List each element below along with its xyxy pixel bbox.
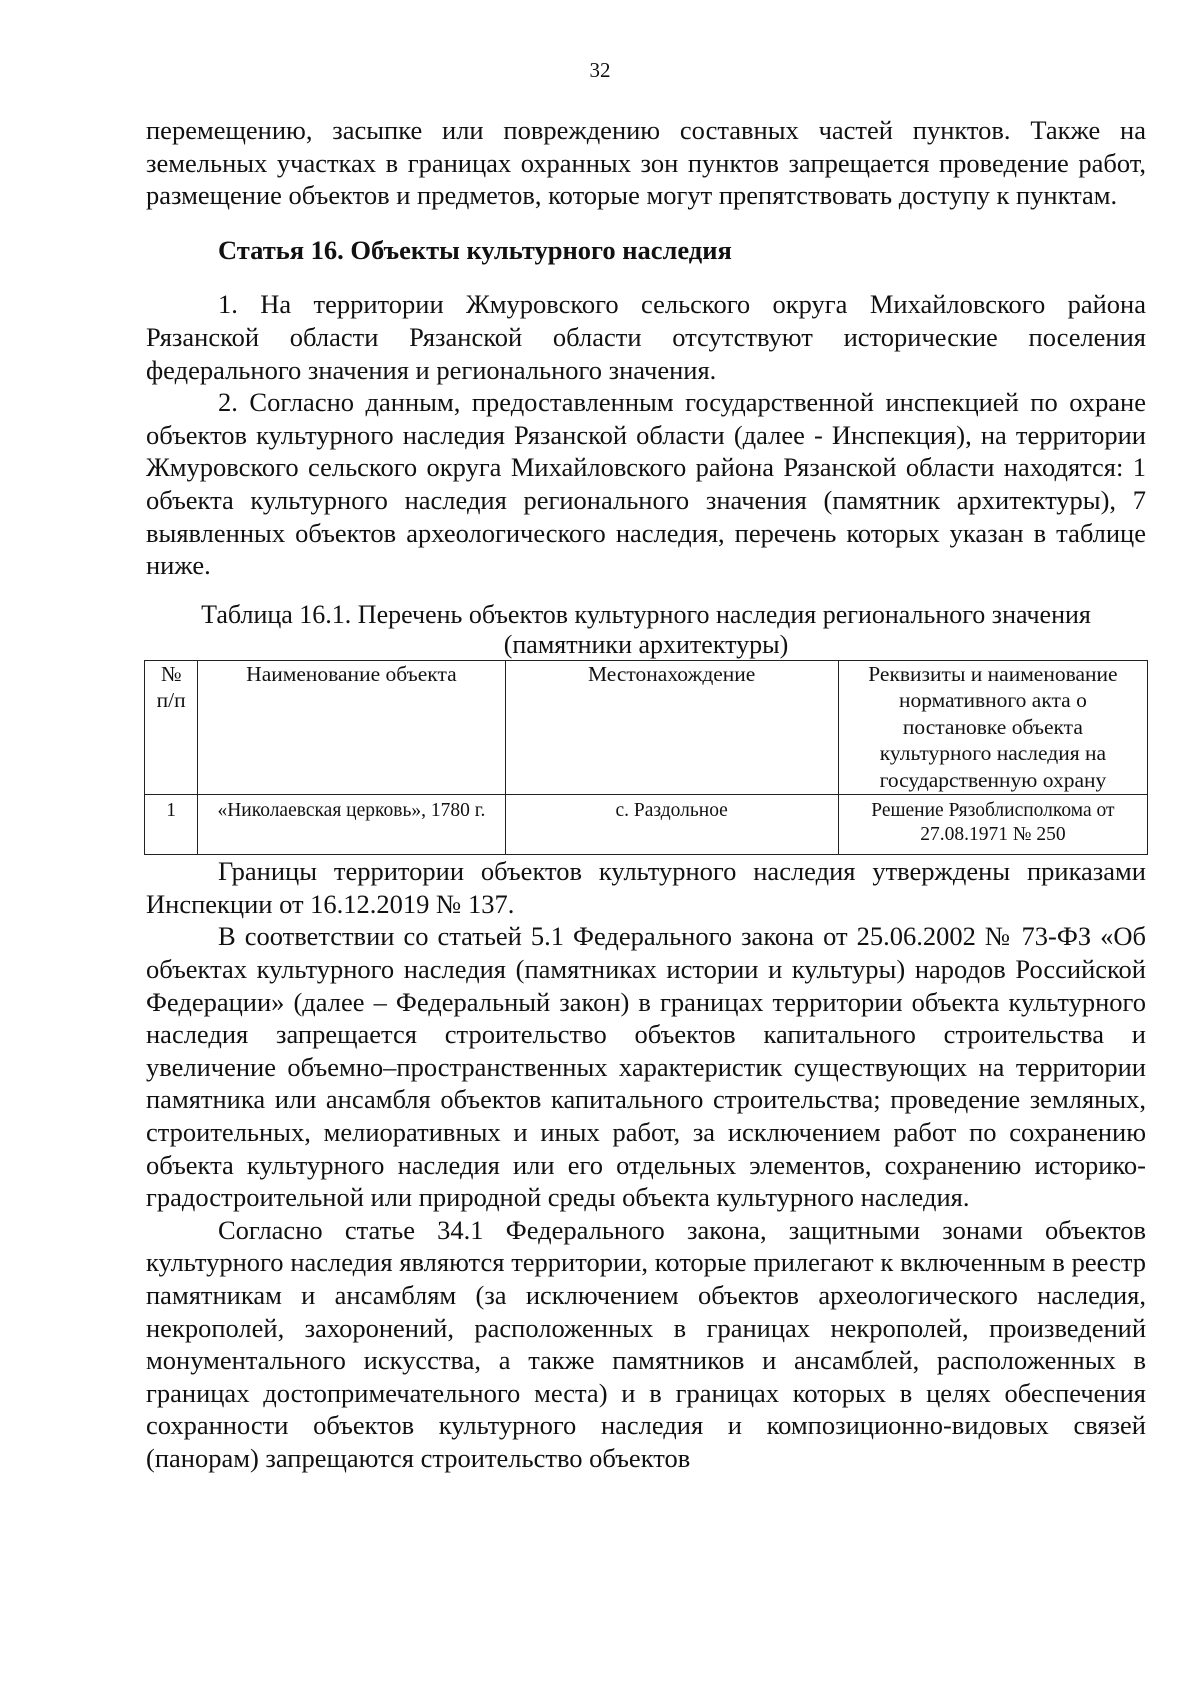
paragraph-article-34-1: Согласно статье 34.1 Федерального закона, защитными зонами объектов культурного наследия являются территории, которые прилегают к включенным в реестр памятникам и ансамблям (за исключением объектов археологического наследия, некрополей, захоронений, расположенных в границах некрополей, произведений монументального искусства, а также памятников и ансамблей, расположенных в границах достопримечательного места) и в границах которых в целях обеспечения сохранности объектов культурного наследия и композиционно-видовых связей (панорам) запрещаются строительство объектов	[146, 1214, 1146, 1473]
header-number: № п/п	[145, 660, 198, 795]
page-number: 32	[589, 58, 611, 82]
document-body	[146, 114, 1146, 1475]
cell-normative-act: Решение Рязоблисполкома от 27.08.1971 № 250	[838, 795, 1147, 855]
heritage-objects-table	[144, 660, 1148, 856]
article-heading: Статья 16. Объекты культурного наследия	[218, 234, 732, 265]
cell-location: с. Раздольное	[505, 795, 838, 855]
header-location: Местонахождение	[505, 660, 838, 795]
cell-number: 1	[145, 795, 198, 855]
article-paragraph-2: 2. Согласно данным, предоставленным государственной инспекцией по охране объектов культурного наследия Рязанской области (далее - Инспекция), на территории Жмуровского сельского округа Михайловского района Рязанской области находятся: 1 объекта культурного наследия регионального значения (памятник архитектуры), 7 выявленных объектов археологического наследия, перечень которых указан в таблице ниже.	[146, 387, 1146, 581]
paragraph-continuation: перемещению, засыпке или повреждению составных частей пунктов. Также на земельных участках в границах охранных зон пунктов запрещается проведение работ, размещение объектов и предметов, которые могут препятствовать доступу к пунктам.	[146, 115, 1146, 211]
cell-object-name: «Николаевская церковь», 1780 г.	[198, 795, 505, 855]
table-caption: Таблица 16.1. Перечень объектов культурного наследия регионального значения (памятники архитектуры)	[201, 599, 1091, 659]
header-normative-act: Реквизиты и наименование нормативного акта о постановке объекта культурного наследия на государственную охрану	[838, 660, 1147, 795]
table-header-row	[145, 660, 1148, 795]
header-object-name: Наименование объекта	[198, 660, 505, 795]
article-paragraph-1: 1. На территории Жмуровского сельского округа Михайловского района Рязанской области Рязанской области отсутствуют исторические поселения федерального значения и регионального значения.	[146, 289, 1146, 385]
table-row	[145, 795, 1148, 855]
paragraph-boundaries: Границы территории объектов культурного наследия утверждены приказами Инспекции от 16.12.2019 № 137.	[146, 856, 1146, 919]
paragraph-article-5-1: В соответствии со статьей 5.1 Федерального закона от 25.06.2002 № 73-ФЗ «Об объектах культурного наследия (памятниках истории и культуры) народов Российской Федерации» (далее – Федеральный закон) в границах территории объекта культурного наследия запрещается строительство объектов капитального строительства и увеличение объемно–пространственных характеристик существующих на территории памятника или ансамбля объектов капитального строительства; проведение земляных, строительных, мелиоративных и иных работ, за исключением работ по сохранению объекта культурного наследия или его отдельных элементов, сохранению историко-градостроительной или природной среды объекта культурного наследия.	[146, 921, 1146, 1213]
